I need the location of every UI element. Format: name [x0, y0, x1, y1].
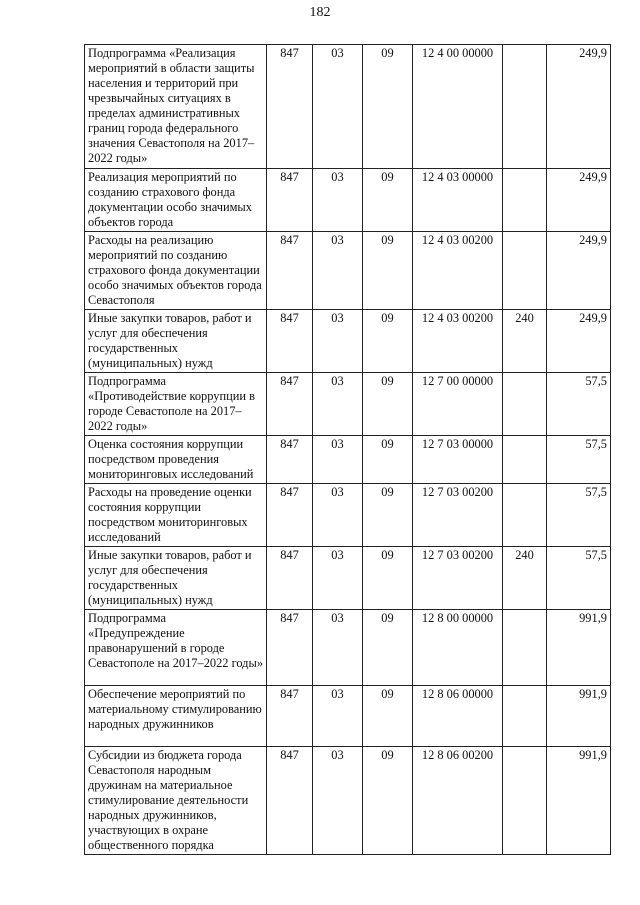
row-name: Обеспечение мероприятий по материальному стимулированию народных дружинников	[85, 686, 267, 747]
row-sum: 57,5	[547, 436, 611, 484]
row-ved: 847	[267, 610, 313, 686]
row-pr: 09	[363, 45, 413, 169]
row-rz: 03	[313, 547, 363, 610]
row-csr: 12 7 03 00000	[413, 436, 503, 484]
row-name: Иные закупки товаров, работ и услуг для обеспечения государственных (муниципальных) нужд	[85, 310, 267, 373]
row-name: Расходы на реализацию мероприятий по созданию страхового фонда документации особо значимых объектов города Севастополя	[85, 232, 267, 310]
row-name: Расходы на проведение оценки состояния коррупции посредством мониторинговых исследований	[85, 484, 267, 547]
row-sum: 57,5	[547, 373, 611, 436]
row-name: Подпрограмма «Реализация мероприятий в области защиты населения и территорий при чрезвычайных ситуациях в пределах административных границ города федерального значения Севастополя на 2017–2022 годы»	[85, 45, 267, 169]
table-row	[85, 232, 611, 310]
row-pr: 09	[363, 436, 413, 484]
row-rz: 03	[313, 436, 363, 484]
row-ved: 847	[267, 373, 313, 436]
table-row	[85, 310, 611, 373]
row-vr	[503, 436, 547, 484]
row-vr	[503, 169, 547, 232]
row-name: Подпрограмма «Противодействие коррупции в городе Севастополе на 2017–2022 годы»	[85, 373, 267, 436]
table-row	[85, 484, 611, 547]
row-ved: 847	[267, 547, 313, 610]
row-sum: 249,9	[547, 232, 611, 310]
row-ved: 847	[267, 436, 313, 484]
row-pr: 09	[363, 610, 413, 686]
row-csr: 12 8 06 00000	[413, 686, 503, 747]
row-name: Субсидии из бюджета города Севастополя народным дружинам на материальное стимулирование деятельности народных дружинников, участвующих в охране общественного порядка	[85, 747, 267, 855]
row-rz: 03	[313, 484, 363, 547]
row-pr: 09	[363, 547, 413, 610]
table-row	[85, 45, 611, 169]
row-csr: 12 7 03 00200	[413, 547, 503, 610]
row-rz: 03	[313, 232, 363, 310]
row-rz: 03	[313, 747, 363, 855]
row-sum: 57,5	[547, 484, 611, 547]
table-row	[85, 547, 611, 610]
row-csr: 12 7 03 00200	[413, 484, 503, 547]
table-row	[85, 169, 611, 232]
row-ved: 847	[267, 747, 313, 855]
row-pr: 09	[363, 373, 413, 436]
row-sum: 991,9	[547, 747, 611, 855]
row-csr: 12 4 03 00200	[413, 310, 503, 373]
row-csr: 12 8 06 00200	[413, 747, 503, 855]
row-pr: 09	[363, 232, 413, 310]
row-sum: 57,5	[547, 547, 611, 610]
row-ved: 847	[267, 232, 313, 310]
row-pr: 09	[363, 169, 413, 232]
row-sum: 991,9	[547, 610, 611, 686]
row-vr: 240	[503, 310, 547, 373]
row-ved: 847	[267, 310, 313, 373]
row-pr: 09	[363, 310, 413, 373]
row-vr: 240	[503, 547, 547, 610]
row-ved: 847	[267, 169, 313, 232]
page-number: 182	[309, 5, 331, 20]
table-row	[85, 747, 611, 855]
row-sum: 249,9	[547, 169, 611, 232]
row-vr	[503, 484, 547, 547]
row-name: Иные закупки товаров, работ и услуг для обеспечения государственных (муниципальных) нужд	[85, 547, 267, 610]
row-vr	[503, 373, 547, 436]
row-rz: 03	[313, 310, 363, 373]
table-row	[85, 373, 611, 436]
table-row	[85, 436, 611, 484]
row-vr	[503, 747, 547, 855]
row-csr: 12 7 00 00000	[413, 373, 503, 436]
row-csr: 12 8 00 00000	[413, 610, 503, 686]
row-sum: 249,9	[547, 310, 611, 373]
row-ved: 847	[267, 484, 313, 547]
row-sum: 249,9	[547, 45, 611, 169]
row-rz: 03	[313, 686, 363, 747]
row-name: Оценка состояния коррупции посредством проведения мониторинговых исследований	[85, 436, 267, 484]
row-rz: 03	[313, 45, 363, 169]
row-ved: 847	[267, 45, 313, 169]
row-vr	[503, 45, 547, 169]
table-row	[85, 610, 611, 686]
row-csr: 12 4 00 00000	[413, 45, 503, 169]
row-vr	[503, 686, 547, 747]
row-csr: 12 4 03 00000	[413, 169, 503, 232]
row-sum: 991,9	[547, 686, 611, 747]
row-vr	[503, 610, 547, 686]
row-name: Подпрограмма «Предупреждение правонарушений в городе Севастополе на 2017–2022 годы»	[85, 610, 267, 686]
row-rz: 03	[313, 373, 363, 436]
row-ved: 847	[267, 686, 313, 747]
row-pr: 09	[363, 747, 413, 855]
row-rz: 03	[313, 610, 363, 686]
row-name: Реализация мероприятий по созданию страхового фонда документации особо значимых объектов города	[85, 169, 267, 232]
table-row	[85, 686, 611, 747]
row-pr: 09	[363, 686, 413, 747]
row-vr	[503, 232, 547, 310]
budget-table	[84, 44, 611, 855]
row-pr: 09	[363, 484, 413, 547]
row-rz: 03	[313, 169, 363, 232]
row-csr: 12 4 03 00200	[413, 232, 503, 310]
